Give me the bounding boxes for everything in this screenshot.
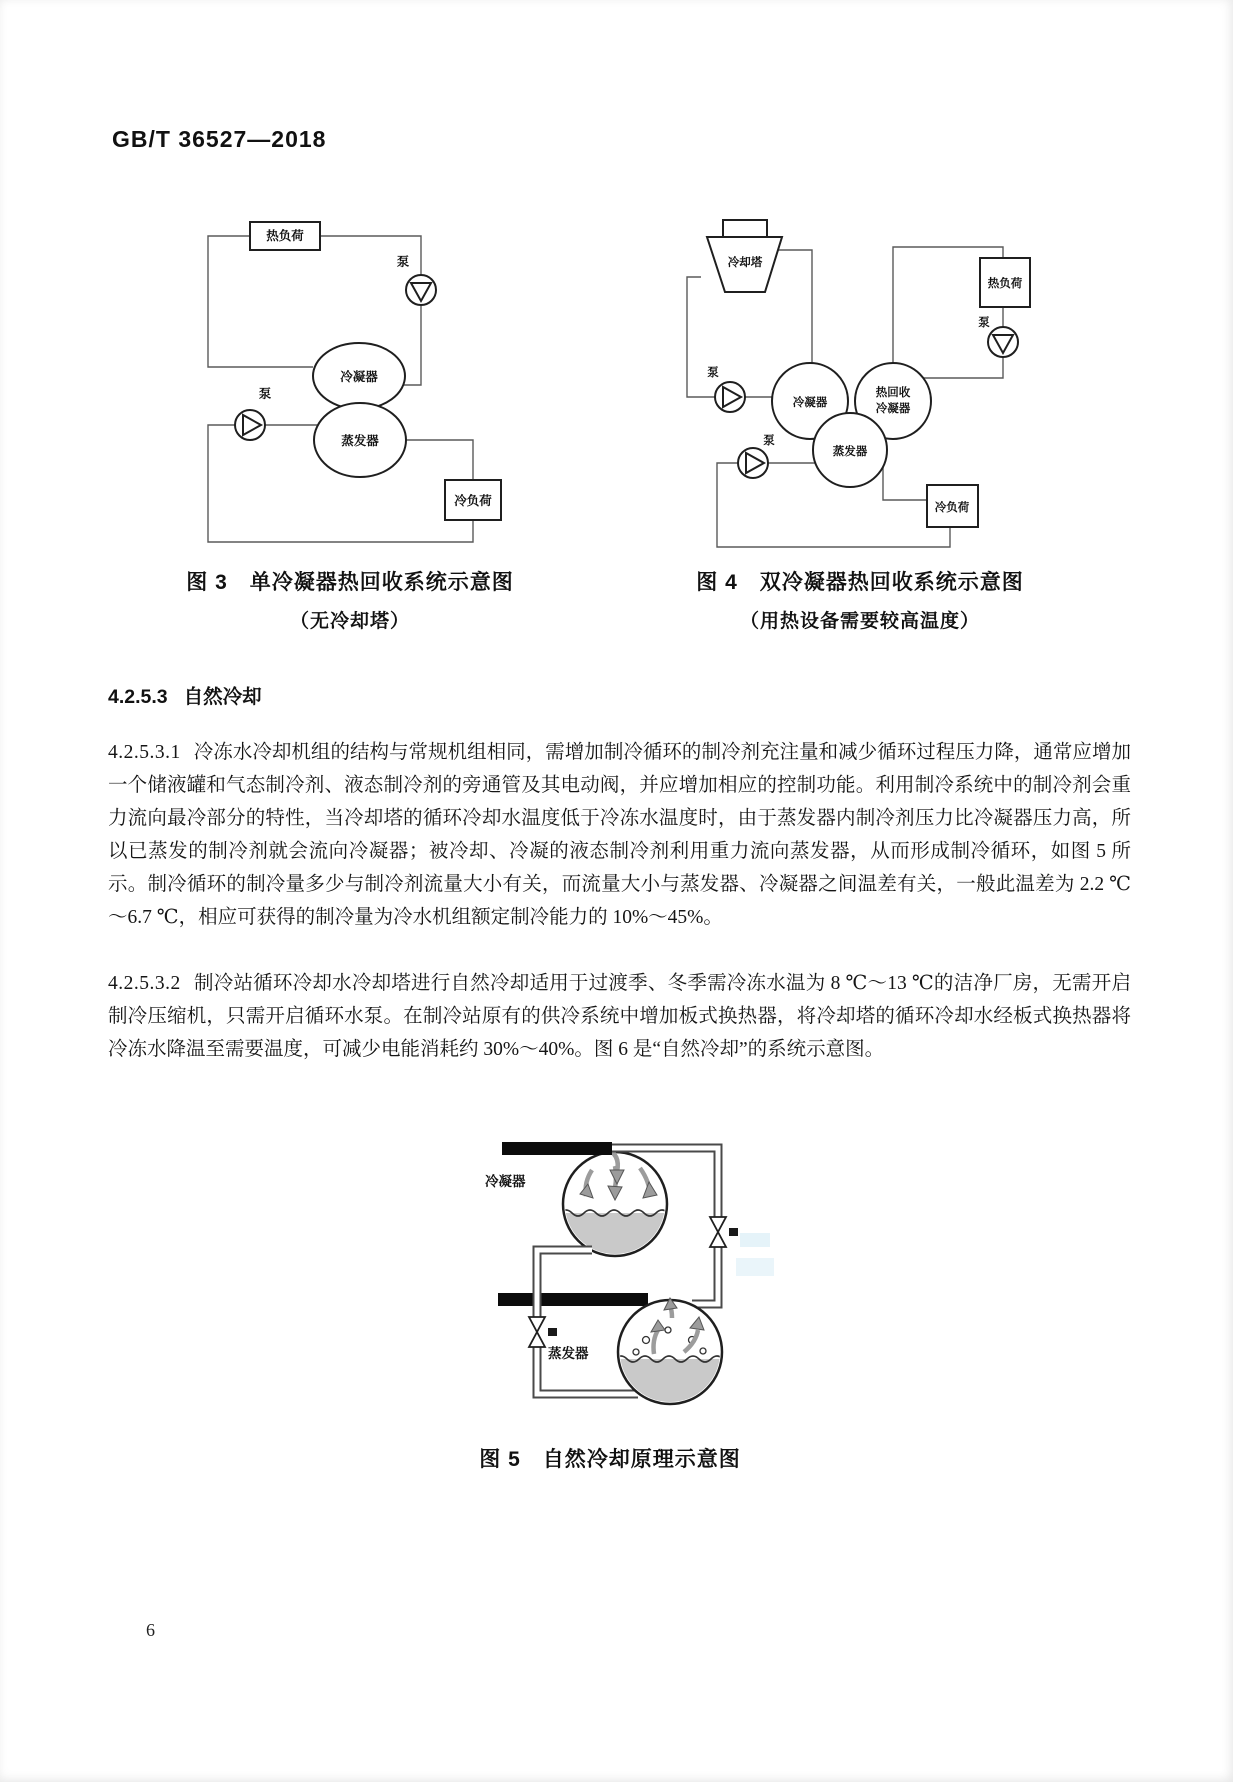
evaporator-label: 蒸发器 <box>341 434 379 448</box>
evaporator-label: 蒸发器 <box>832 446 868 458</box>
pump-bottom-label: 泵 <box>763 435 775 447</box>
figure4-caption: 图 4 双冷凝器热回收系统示意图 <box>696 571 1024 594</box>
figure3-subcaption: （无冷却塔） <box>289 611 410 632</box>
pump-icon <box>715 382 745 412</box>
cooling-load-box <box>445 480 501 520</box>
figure3-caption: 图 3 单冷凝器热回收系统示意图 <box>186 571 514 594</box>
paragraph-4-2-5-3-1 <box>108 736 1131 934</box>
figure5-svg <box>440 1118 780 1438</box>
section-heading <box>108 681 262 709</box>
figure3-diagram <box>150 182 520 567</box>
cooling-load-label: 冷负荷 <box>454 494 492 508</box>
paragraph-number: 4.2.5.3.1 <box>108 742 181 763</box>
cooling-tower <box>707 220 782 292</box>
pump-icon <box>988 327 1018 357</box>
figure4-svg <box>600 182 1060 562</box>
figure3-svg <box>150 182 520 562</box>
cooling-load-box <box>927 485 978 527</box>
heat-recovery-condenser-label-2: 冷凝器 <box>875 403 911 415</box>
evaporator-circle <box>314 403 406 477</box>
figure5-caption: 图 5 自然冷却原理示意图 <box>479 1448 741 1471</box>
valve-icon <box>710 1217 738 1247</box>
standard-number: GB/T 36527—2018 <box>112 126 327 152</box>
bottom-header-pipe <box>498 1293 648 1306</box>
figure4-subcaption: （用热设备需要较高温度） <box>739 611 980 632</box>
pump-icon <box>406 275 436 305</box>
pump-left-label: 泵 <box>707 367 719 379</box>
condenser-label: 冷凝器 <box>485 1174 526 1189</box>
evaporator-label: 蒸发器 <box>548 1346 589 1361</box>
heat-load-box <box>250 222 320 250</box>
page-number: 6 <box>146 1620 155 1640</box>
paragraph-text: 冷冻水冷却机组的结构与常规机组相同，需增加制冷循环的制冷剂充注量和减少循环过程压力降，通常应增加一个储液罐和气态制冷剂、液态制冷剂的旁通管及其电动阀，并应增加相应的控制功能。利用制冷系统中的制冷剂会重力流向最冷部分的特性，当冷却塔的循环冷却水温度低于冷冻水温度时，由于蒸发器内制冷剂压力比冷凝器压力高，所以已蒸发的制冷剂就会流向冷凝器；被冷却、冷凝的液态制冷剂利用重力流向蒸发器，从而形成制冷循环，如图 5 所示。制冷循环的制冷量多少与制冷剂流量大小有关，而流量大小与蒸发器、冷凝器之间温差有关，一般此温差为 2.2 ℃～6.7 ℃，相应可获得的制冷量为冷水机组额定制冷能力的 10%～45%。 <box>108 742 1131 928</box>
condenser-circle <box>313 343 405 409</box>
valve-icon <box>529 1317 557 1347</box>
heat-load-box <box>980 258 1030 307</box>
heat-load-label: 热负荷 <box>987 278 1023 290</box>
cooling-load-label: 冷负荷 <box>934 502 970 514</box>
evaporator-circle <box>813 413 887 487</box>
pump-icon <box>738 448 768 478</box>
pump-icon <box>235 410 265 440</box>
section-number: 4.2.5.3 <box>108 686 168 708</box>
figure5-diagram <box>440 1118 780 1443</box>
heat-load-label: 热负荷 <box>266 229 304 243</box>
heat-recovery-condenser-label-1: 热回收 <box>875 387 911 399</box>
paragraph-text: 制冷站循环冷却水冷却塔进行自然冷却适用于过渡季、冬季需冷冻水温为 8 ℃～13 ℃的洁净厂房，无需开启制冷压缩机，只需开启循环水泵。在制冷站原有的供冷系统中增加板式换热器，将冷却塔的循环冷却水经板式换热器将冷冻水降温至需要温度，可减少电能消耗约 30%～40%。图 6 是“自然冷却”的系统示意图。 <box>108 973 1131 1060</box>
figure4-diagram <box>600 182 1060 567</box>
paragraph-number: 4.2.5.3.2 <box>108 973 181 994</box>
pump-right-label: 泵 <box>978 317 990 329</box>
condenser-label: 冷凝器 <box>340 370 378 384</box>
pump-left-label: 泵 <box>258 387 272 401</box>
cooling-tower-label: 冷却塔 <box>727 257 763 269</box>
section-title: 自然冷却 <box>183 686 262 708</box>
paragraph-4-2-5-3-2 <box>108 967 1131 1066</box>
pump-top-label: 泵 <box>396 255 410 269</box>
top-header-pipe <box>502 1142 612 1155</box>
scan-smudge <box>736 1233 774 1276</box>
condenser-label: 冷凝器 <box>792 397 828 409</box>
